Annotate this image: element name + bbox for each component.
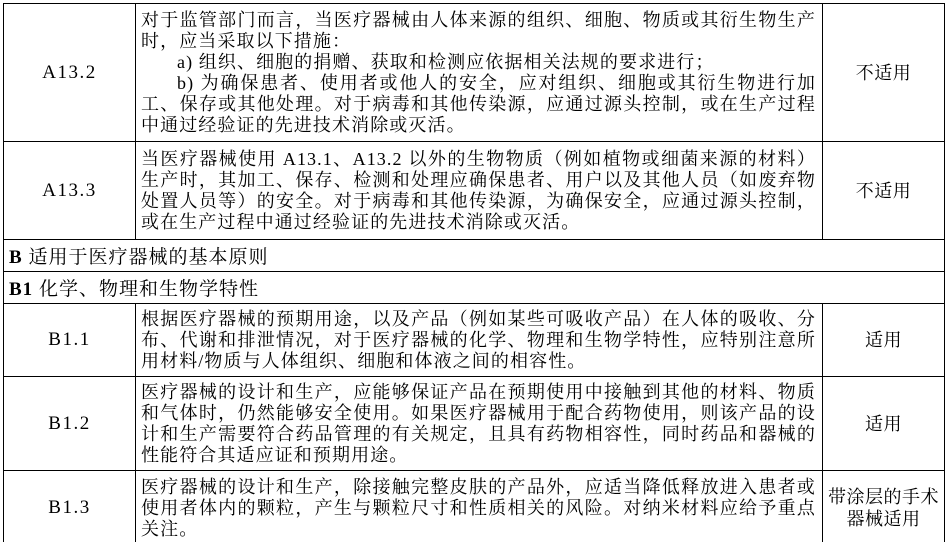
table-row [4,377,945,471]
section-cell [4,272,945,304]
conformity-checklist-table [3,3,945,542]
description-paragraph: 对于监管部门而言，当医疗器械由人体来源的组织、细胞、物质或其衍生物生产时，应当采取以下措施： [141,10,816,51]
description-paragraph: 当医疗器械使用 A13.1、A13.2 以外的生物物质（例如植物或细菌来源的材料）生产时，其加工、保存、检测和处理应确保患者、用户以及其他人员（如废弃物处置人员等）的安全。对于病毒和其他传染源，为确保安全，应通过源头控制，或在生产过程中通过经验证的先进技术消除或灭活。 [141,149,816,232]
table-row [4,4,945,142]
applicability-cell: 带涂层的手术器械适用 [823,471,945,542]
description-paragraph: b) 为确保患者、使用者或他人的安全，应对组织、细胞或其衍生物进行加工、保存或其他处理。对于病毒和其他传染源，应通过源头控制，或在生产过程中通过经验证的先进技术消除或灭活。 [141,73,816,135]
code-cell: B1.3 [4,471,136,542]
section-title: 化学、物理和生物学特性 [38,279,259,300]
applicability-cell: 适用 [823,304,945,377]
applicability-cell: 适用 [823,377,945,471]
table-row [4,142,945,240]
section-row [4,272,945,304]
table-row [4,471,945,542]
description-cell [136,471,823,542]
code-cell: A13.2 [4,4,136,142]
code-cell: B1.1 [4,304,136,377]
description-cell [136,377,823,471]
table-body [4,4,945,542]
table-row [4,304,945,377]
description-cell [136,304,823,377]
description-paragraph: 根据医疗器械的预期用途，以及产品（例如某些可吸收产品）在人体的吸收、分布、代谢和排泄情况，对于医疗器械的化学、物理和生物学特性，应特别注意所用材料/物质与人体组织、细胞和体液之间的相容性。 [141,309,816,371]
section-title: 适用于医疗器械的基本原则 [28,247,269,268]
description-paragraph: a) 组织、细胞的捐赠、获取和检测应依据相关法规的要求进行； [177,52,715,72]
section-row [4,240,945,272]
description-paragraph: 医疗器械的设计和生产，除接触完整皮肤的产品外，应适当降低释放进入患者或使用者体内的颗粒，产生与颗粒尺寸和性质相关的风险。对纳米材料应给予重点关注。 [141,476,816,539]
code-cell: B1.2 [4,377,136,471]
description-paragraph: 医疗器械的设计和生产，应能够保证产品在预期使用中接触到其他的材料、物质和气体时，仍然能够安全使用。如果医疗器械用于配合药物使用，则该产品的设计和生产需要符合药品管理的有关规定，且具有药物相容性，同时药品和器械的性能符合其适应证和预期用途。 [141,382,816,465]
description-cell [136,142,823,240]
code-cell: A13.3 [4,142,136,240]
section-label: B1 [9,279,34,300]
description-cell [136,4,823,142]
applicability-cell: 不适用 [823,4,945,142]
section-cell [4,240,945,272]
section-label: B [9,247,23,268]
applicability-cell: 不适用 [823,142,945,240]
